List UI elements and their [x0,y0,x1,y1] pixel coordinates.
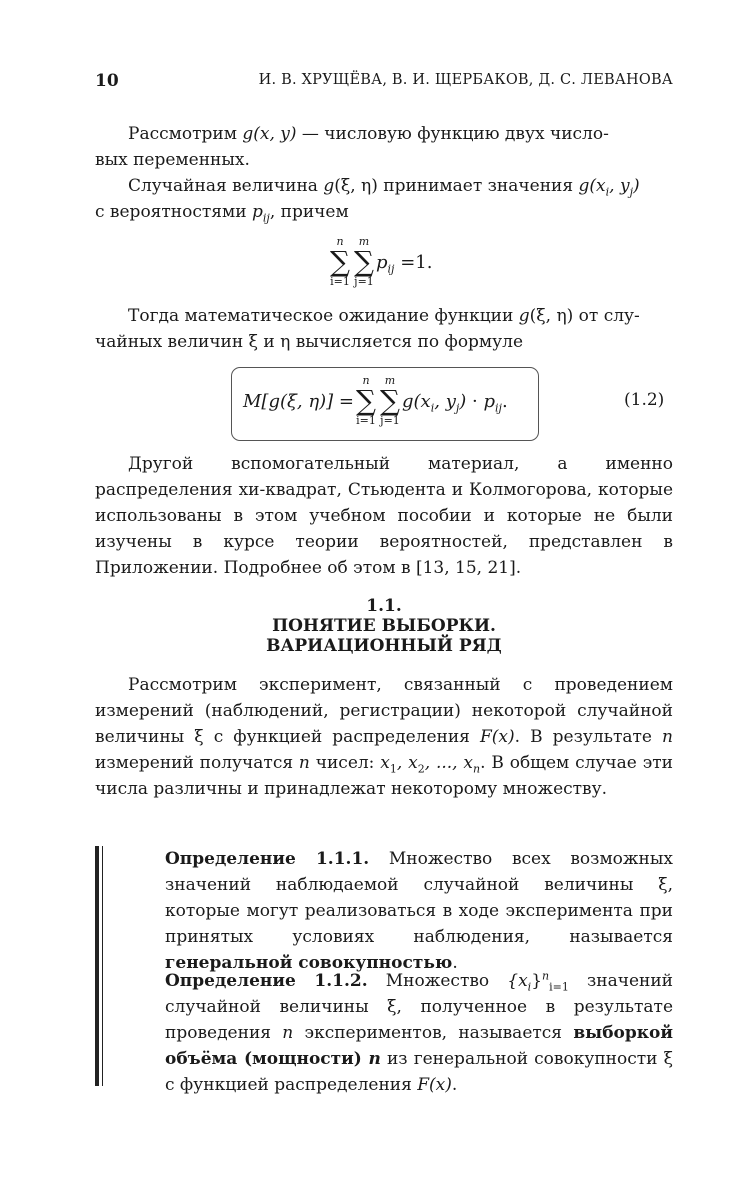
defined-term: генеральной совокупностью [165,953,453,973]
math: n [662,727,673,747]
math: i [527,980,532,994]
sum-lower: j=1 [354,275,374,288]
math: (x [413,391,431,412]
section-number: 1.1. [366,596,402,616]
math: n [473,762,481,776]
text: из генеральной совокупности ξ с функцией распределения [165,1049,673,1095]
math: n [542,969,550,983]
definitions-block [95,846,673,1095]
math: (x) [491,727,515,747]
text: . [451,1075,458,1095]
running-head-authors: И. В. ХРУЩЁВА, В. И. ЩЕРБАКОВ, Д. С. ЛЕВАНОВА [258,72,673,88]
math: , x [396,753,418,773]
math: , y [609,176,630,196]
math: g [402,391,414,412]
math: · [466,391,484,412]
text: Случайная величина [128,176,324,196]
text: Множество всех возможных значений наблюдаемой случайной величины ξ, которые могут реализоваться в ходе эксперимента при принятых условиях наблюдения, называется [165,849,673,947]
sum-lower: i=1 [356,414,376,427]
math: ) [459,391,467,412]
formula-probability-sum [328,236,432,290]
paragraph-random-value [95,173,673,225]
sum-lower: j=1 [380,414,400,427]
section-heading [95,596,673,656]
sigma-icon: ∑ [356,384,376,417]
math: j [455,401,460,415]
math: 1 [389,762,397,776]
text: Тогда математическое ожидание функции [128,306,519,326]
math: =1. [394,252,433,273]
text: измерений получатся [95,753,299,773]
math: ) [633,176,640,196]
math: g [578,176,590,196]
math: i=1 [549,980,569,994]
equation-number: (1.2) [624,390,665,410]
math: ij [387,262,395,276]
text: значений случайной величины ξ, полученное в результате проведения [165,971,673,1043]
math: i [430,401,435,415]
math: {x [507,971,528,991]
math: F [417,1075,430,1095]
definition-title: Определение 1.1.1. [165,849,370,869]
text: экспериментов, называется [293,1023,574,1043]
margin-bar [95,846,99,1086]
definition-1-1-1 [165,846,673,976]
text: — числовую функцию двух число- [296,124,609,144]
math: (ξ, η) [529,306,574,326]
page-number: 10 [95,71,119,91]
math: p [483,391,496,412]
math: (x) [429,1075,452,1095]
math: . [501,391,508,412]
text: с вероятностями [95,202,252,222]
math: ij [262,211,270,225]
running-head [95,71,673,93]
text: вых переменных. [95,150,250,170]
math: , y [434,391,456,412]
definition-title: Определение 1.1.2. [165,971,368,991]
math: n [368,1049,381,1069]
math: (ξ, η) [334,176,378,196]
math: x [380,753,390,773]
sum-upper: m [358,235,370,248]
sum-operator [352,236,376,290]
text: . В результате [514,727,663,747]
sum-upper: n [362,374,370,387]
math: } [531,971,543,991]
math: ij [495,401,502,415]
sum-upper: m [384,374,396,387]
defined-term: выборкой объёма (мощности) [165,1023,673,1069]
margin-bar [102,846,103,1086]
text: чисел: [309,753,381,773]
math: j [629,185,633,199]
math: p [251,202,263,222]
math: n [298,753,310,773]
paragraph-expectation-intro [95,303,673,355]
math: = [333,391,354,412]
formula-expectation [243,375,508,429]
sum-operator [328,236,352,290]
sum-upper: n [336,235,344,248]
math: g [518,306,530,326]
math: M[g(ξ, η)] [243,391,334,412]
math: n [282,1023,294,1043]
text: Рассмотрим [128,124,243,144]
sigma-icon: ∑ [354,245,374,278]
math: , ..., x [424,753,474,773]
math: p [376,252,388,273]
text: . В общем случае эти числа различны и принадлежат некоторому множеству. [95,753,673,799]
text: принимает значения [377,176,579,196]
sigma-icon: ∑ [330,245,350,278]
sum-lower: i=1 [330,275,350,288]
math: g [242,124,254,144]
definition-1-1-2 [165,968,673,1098]
text: от слу- [573,306,640,326]
section-title-line-2: ВАРИАЦИОННЫЙ РЯД [266,636,502,656]
paragraph-experiment [95,672,673,802]
math: g [323,176,335,196]
text: . [452,953,458,973]
text: чайных величин ξ и η вычисляется по формуле [95,332,524,352]
section-title-line-1: ПОНЯТИЕ ВЫБОРКИ. [272,616,496,636]
math: (x, y) [253,124,297,144]
math: F [479,727,492,747]
text: Множество [367,971,508,991]
math: i [605,185,610,199]
sigma-icon: ∑ [380,384,400,417]
sum-operator [354,375,378,429]
text: Другой вспомогательный материал, а именно распределения хи-квадрат, Стьюдента и Колмогорова, которые использованы в этом учебном пособии и которые не были изучены в курсе теории вероятностей, представлен в Приложении. Подробнее об этом в [13, 15, 21]. [95,454,673,578]
text: , причем [269,202,349,222]
sum-operator [378,375,402,429]
paragraph-other-material [95,451,673,581]
math: 2 [417,762,425,776]
math: (x [589,176,606,196]
paragraph-function-definition [95,121,673,173]
text: Рассмотрим эксперимент, связанный с проведением измерений (наблюдений, регистрации) некоторой случайной величины ξ с функцией распределения [95,675,673,747]
